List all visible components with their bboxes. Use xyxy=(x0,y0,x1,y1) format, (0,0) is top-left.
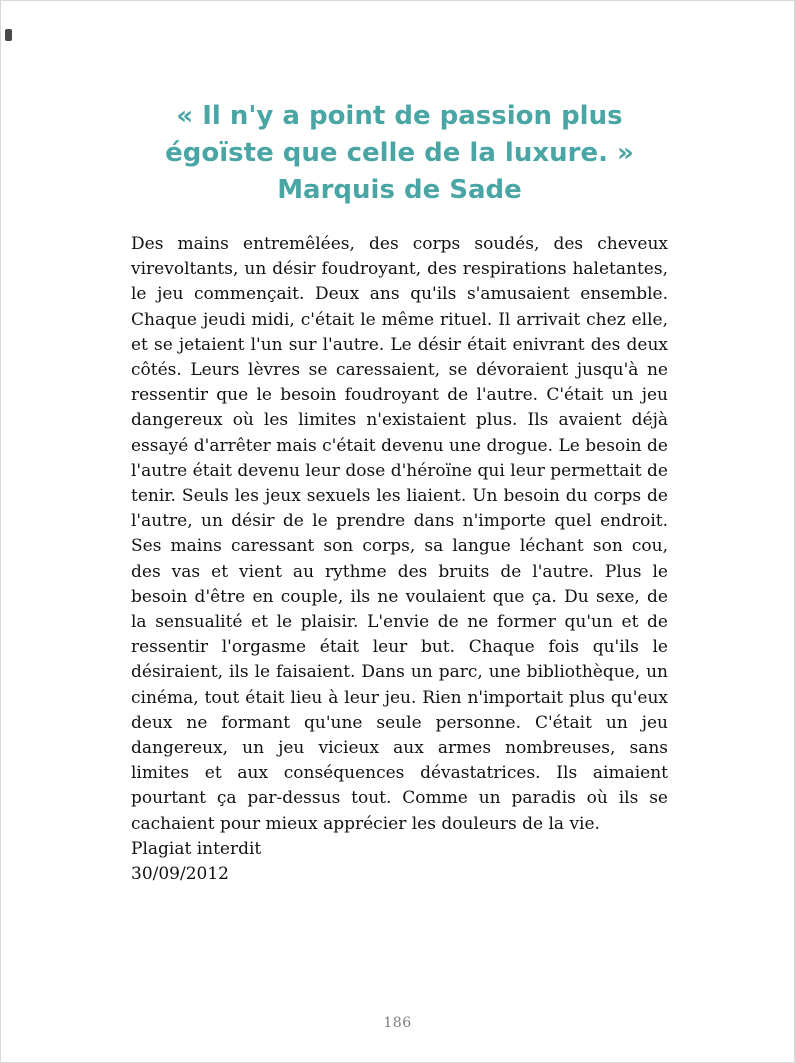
plagiarism-notice: Plagiat interdit xyxy=(131,838,262,859)
quote-line-2: égoïste que celle de la luxure. » xyxy=(165,138,634,168)
page-number: 186 xyxy=(383,1015,412,1031)
page-title xyxy=(131,98,668,209)
story-paragraph: Des mains entremêlées, des corps soudés, des cheveux virevoltants, un désir foudroyant, des respirations haletantes, le jeu commençait. Deux ans qu'ils s'amusaient ensemble. Chaque jeudi midi, c'était le même rituel. Il arrivait chez elle, et se jetaient l'un sur l'autre. Le désir était enivrant des deux côtés. Leurs lèvres se caressaient, se dévoraient jusqu'à ne ressentir que le besoin foudroyant de l'autre. C'était un jeu dangereux où les limites n'existaient plus. Ils avaient déjà essayé d'arrêter mais c'était devenu une drogue. Le besoin de l'autre était devenu leur dose d'héroïne qui leur permettait de tenir. Seuls les jeux sexuels les liaient. Un besoin du corps de l'autre, un désir de le prendre dans n'importe quel endroit. Ses mains caressant son corps, sa langue léchant son cou, des vas et vient au rythme des bruits de l'autre. Plus le besoin d'être en couple, ils ne voulaient que ça. Du sexe, de la sensualité et le plaisir. L'envie de ne former qu'un et de ressentir l'orgasme était leur but. Chaque fois qu'ils le désiraient, ils le faisaient. Dans un parc, une bibliothèque, un cinéma, tout était lieu à leur jeu. Rien n'importait plus qu'eux deux ne formant qu'une seule personne. C'était un jeu dangereux, un jeu vicieux aux armes nombreuses, sans limites et aux conséquences dévastatrices. Ils aimaient pourtant ça par-dessus tout. Comme un paradis où ils se cachaient pour mieux apprécier les douleurs de la vie. xyxy=(131,234,668,834)
quote-line-1: « Il n'y a point de passion plus xyxy=(176,101,623,131)
quote-attribution: Marquis de Sade xyxy=(277,175,522,205)
page-corner-mark xyxy=(5,29,12,41)
page-content xyxy=(131,1,668,887)
date-line: 30/09/2012 xyxy=(131,864,229,885)
